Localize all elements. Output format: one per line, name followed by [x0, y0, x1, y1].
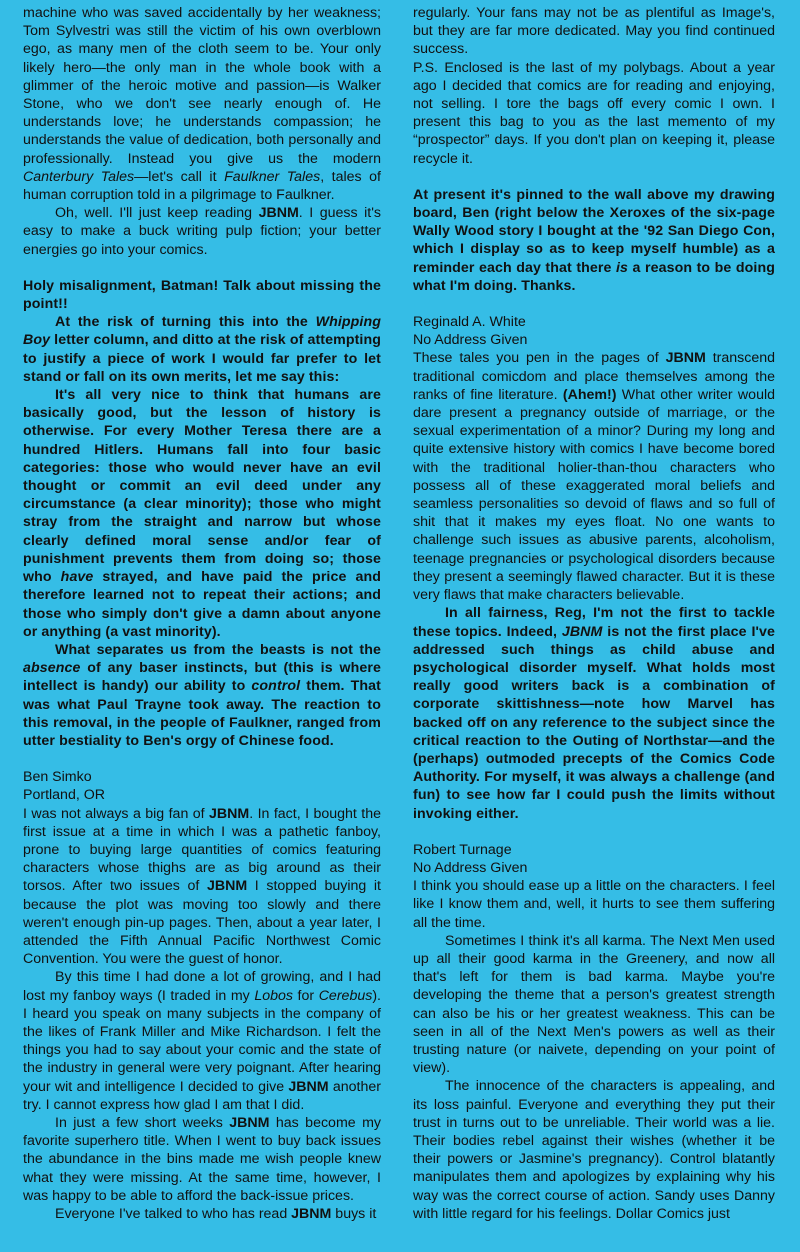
letter-paragraph: The innocence of the characters is appealing, and its loss painful. Everyone and everything they put their trust in turns out to be unreliable. Their world was a lie. Their bodies rebel against their wishes (whether it be their powers or Jasmine's pregnancy). Control blatantly manipulates them and apologizes by explaining why his way was the correct course of action. Sandy uses Danny with little regard for his feelings. Dollar Comics just: [413, 1078, 775, 1222]
reply-paragraph: At present it's pinned to the wall above my drawing board, Ben (right below the Xeroxes of the six-page Wally Wood story I bought at the '92 San Diego Con, which I display so as to keep myself humble) as a reminder each day that there is a reason to be doing what I'm doing. Thanks.: [413, 186, 775, 294]
letter-author: Robert Turnage: [413, 841, 512, 858]
editor-reply: [413, 604, 775, 822]
letter-paragraph: I was not always a big fan of JBNM. In fact, I bought the first issue at a time in which I was a pathetic fanboy, prone to buying large quantities of comics featuring characters whose thighs are as big around as their torsos. After two issues of JBNM I stopped buying it because the plot was moving too slowly and there weren't enough pin-up pages. Then, about a year later, I attended the Fifth Annual Pacific Northwest Comic Convention. You were the guest of honor.: [23, 805, 381, 968]
letter-postscript: P.S. Enclosed is the last of my polybags. About a year ago I decided that comics are for reading and enjoying, not selling. I tore the bags off every comic I own. I present this bag to you as the last memento of my “prospector” days. If you don't plan on keeping it, please recycle it.: [413, 59, 775, 167]
right-column: [413, 4, 775, 1223]
letter-paragraph: In just a few short weeks JBNM has become my favorite superhero title. When I went to buy back issues the abundance in the bins made me wish people knew what they were missing. At the same time, however, I was happy to be able to afford the back-issue prices.: [23, 1114, 381, 1204]
reply-paragraph: In all fairness, Reg, I'm not the first to tackle these topics. Indeed, JBNM is not the first place I've addressed such things as child abuse and psychological disorder myself. What holds most really good writers back is a combination of corporate skittishness—note how Marvel has backed off on any reference to the subject since the critical reaction to the Outing of Northstar—and the (perhaps) outmoded precepts of the Comics Code Authority. For myself, it was always a challenge (and fun) to see how far I could push the limits without invoking either.: [413, 605, 775, 822]
letter-author: Ben Simko: [23, 769, 92, 786]
letter-paragraph: Everyone I've talked to who has read JBNM buys it: [55, 1206, 377, 1222]
letter-location: No Address Given: [413, 859, 528, 876]
letter-paragraph: By this time I had done a lot of growing, and I had lost my fanboy ways (I traded in my Lobos for Cerebus). I heard you speak on many subjects in the company of the likes of Frank Miller and Mike Richardson. I felt the things you had to say about your comic and the state of the industry in general were very poignant. After hearing your wit and intelligence I decided to give JBNM another try. I cannot express how glad I am that I did.: [23, 969, 381, 1113]
letter-paragraph: These tales you pen in the pages of JBNM transcend traditional comicdom and place themselves among the ranks of fine literature. (Ahem!) What other writer would dare present a pregnancy outside of marriage, or the sexual experimentation of a minor? During my long and quite extensive history with comics I have become bored with the traditional holier-than-thou characters who possess all of these exaggerated moral beliefs and seamless personalities so devoid of flaws and so full of shit that it makes my eyes float. No one wants to challenge such issues as abusive parents, alcoholism, teenage pregnancies or psychological disorders because they present a seemingly flawed character. But it is these very flaws that make characters believable.: [413, 350, 776, 604]
letter-location: Portland, OR: [23, 787, 106, 804]
letter-author: Reginald A. White: [413, 314, 526, 331]
reply-paragraph: It's all very nice to think that humans are basically good, but the lesson of history is otherwise. For every Mother Teresa there are a hundred Hitlers. Humans fall into four basic categories: those who would never have an evil thought or commit an evil deed under any circumstance (a clear minority); those who might stray from the straight and narrow but whose clearly defined moral sense and/or fear of punishment prevents them from doing so; those who have strayed, and have paid the price and therefore learned not to repeat their actions; and those who simply don't give a damn about anyone or anything (a vast minority).: [23, 387, 381, 640]
reply-paragraph: What separates us from the beasts is not the absence of any baser instincts, but (this is where intellect is handy) our ability to control them. That was what Paul Trayne took away. The reaction to this removal, in the people of Faulkner, ranged from utter bestiality to Ben's orgy of Chinese food.: [23, 641, 381, 749]
reply-paragraph: Holy misalignment, Batman! Talk about missing the point!!: [23, 277, 381, 313]
letter-continuation: machine who was saved accidentally by her weakness; Tom Sylvestri was still the victim of his own overblown ego, as many men of the cloth seem to be. Your only likely hero—the only man in the whole book with a glimmer of the heroic motive and passion—is Walker Stone, who we don't see nearly enough of. He understands love; he understands compassion; he understands the value of dedication, both personally and professionally. Instead you give us the modern Canterbury Tales—let's call it Faulkner Tales, tales of human corruption told in a pilgrimage to Faulkner.: [23, 5, 381, 204]
letter-closing: Oh, well. I'll just keep reading JBNM. I guess it's easy to make a buck writing pulp fiction; your better energies go into your comics.: [23, 205, 381, 258]
letter-paragraph: Sometimes I think it's all karma. The Next Men used up all their good karma in the Greenery, and now all that's left for them is bad karma. Maybe you're developing the theme that a person's greatest strength can also be his or her greatest weakness. This can be seen in all of the Next Men's powers as well as their trusting nature (or naivete, depending on your point of view).: [413, 932, 775, 1077]
reply-paragraph: At the risk of turning this into the Whipping Boy letter column, and ditto at the risk of attempting to justify a piece of work I would far prefer to let stand or fall on its own merits, let me say this:: [23, 314, 381, 385]
left-column: [23, 4, 381, 1223]
editor-reply: [23, 277, 381, 750]
editor-reply: [413, 186, 775, 295]
letter-paragraph: I think you should ease up a little on the characters. I feel like I know them and, well, it hurts to see them suffering all the time.: [413, 878, 775, 931]
letter-location: No Address Given: [413, 332, 528, 349]
letter-paragraph: regularly. Your fans may not be as plentiful as Image's, but they are far more dedicated. May you find continued success.: [413, 5, 775, 58]
